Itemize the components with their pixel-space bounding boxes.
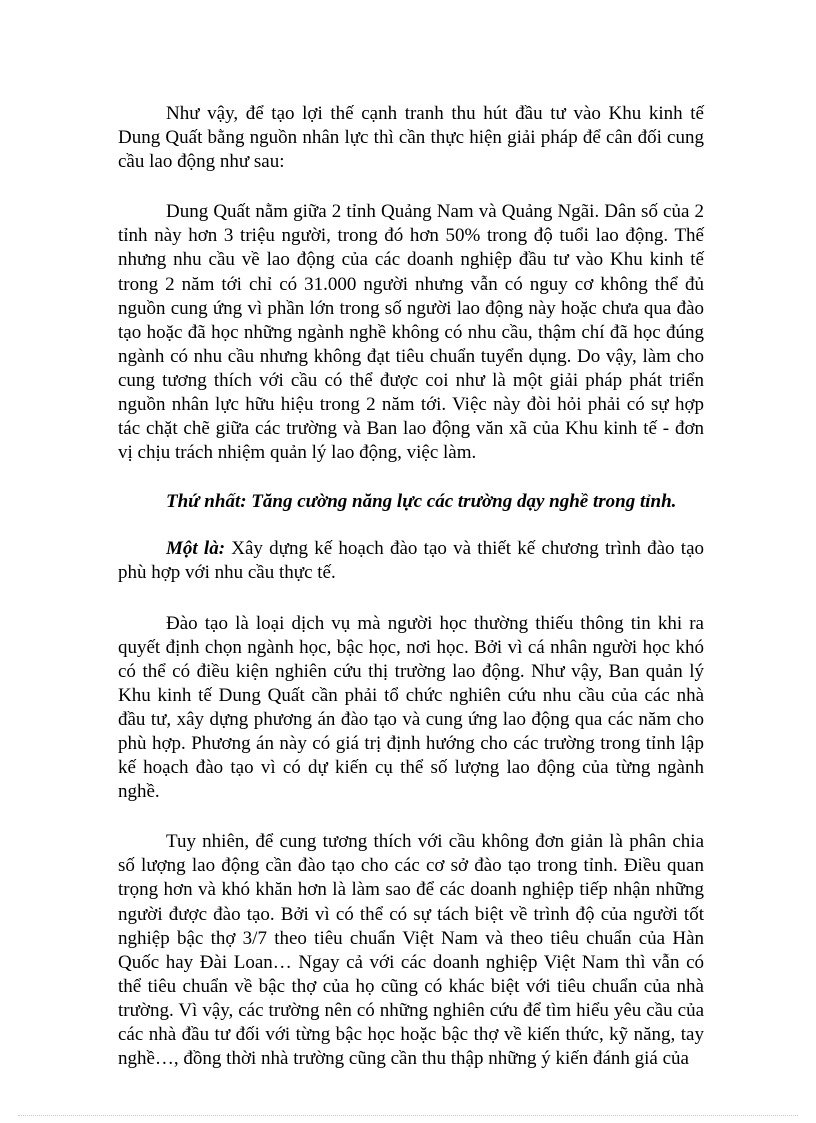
paragraph-mot-la-text: Xây dựng kế hoạch đào tạo và thiết kế chương trình đào tạo phù hợp với nhu cầu thực tế. bbox=[118, 538, 705, 584]
paragraph-dung-quat: Dung Quất nằm giữa 2 tỉnh Quảng Nam và Quảng Ngãi. Dân số của 2 tỉnh này hơn 3 triệu người, trong đó hơn 50% trong độ tuổi lao động. Thế nhưng nhu cầu về lao động của các doanh nghiệp đầu tư vào Khu kinh tế trong 2 năm tới chỉ có 31.000 người nhưng vẫn có nguy cơ không thể đủ nguồn cung ứng vì phần lớn trong số người lao động này hoặc chưa qua đào tạo hoặc đã học những ngành nghề không có nhu cầu, thậm chí đã học đúng ngành có nhu cầu nhưng không đạt tiêu chuẩn tuyển dụng. Do vậy, làm cho cung tương thích với cầu có thể được coi như là một giải pháp phát triển nguồn nhân lực hữu hiệu trong 2 năm tới. Việc này đòi hỏi phải có sự hợp tác chặt chẽ giữa các trường và Ban lao động văn xã của Khu kinh tế - đơn vị chịu trách nhiệm quản lý lao động, việc làm. bbox=[118, 201, 704, 464]
paragraph-mot-la bbox=[118, 537, 704, 585]
document-page bbox=[118, 102, 704, 1071]
section-heading: Thứ nhất: Tăng cường năng lực các trường dạy nghề trong tỉnh. bbox=[166, 491, 677, 513]
paragraph-intro: Như vậy, để tạo lợi thế cạnh tranh thu hút đầu tư vào Khu kinh tế Dung Quất bằng nguồn nhân lực thì cần thực hiện giải pháp để cân đối cung cầu lao động như sau: bbox=[118, 103, 704, 173]
paragraph-dao-tao: Đào tạo là loại dịch vụ mà người học thường thiếu thông tin khi ra quyết định chọn ngành học, bậc học, nơi học. Bởi vì cá nhân người học khó có thể có điều kiện nghiên cứu thị trường lao động. Như vậy, Ban quản lý Khu kinh tế Dung Quất cần phải tổ chức nghiên cứu nhu cầu của các nhà đầu tư, xây dựng phương án đào tạo và cung ứng lao động qua các năm cho phù hợp. Phương án này có giá trị định hướng cho các trường trong tỉnh lập kế hoạch đào tạo vì có dự kiến cụ thể số lượng lao động của từng ngành nghề. bbox=[118, 612, 704, 803]
paragraph-lead: Một là: bbox=[166, 538, 226, 560]
page-bottom-border bbox=[18, 1115, 798, 1116]
paragraph-tuy-nhien: Tuy nhiên, để cung tương thích với cầu không đơn giản là phân chia số lượng lao động cần đào tạo cho các cơ sở đào tạo trong tỉnh. Điều quan trọng hơn và khó khăn hơn là làm sao để các doanh nghiệp tiếp nhận những người được đào tạo. Bởi vì có thể có sự tách biệt về trình độ của người tốt nghiệp bậc thợ 3/7 theo tiêu chuẩn Việt Nam và theo tiêu chuẩn của Hàn Quốc hay Đài Loan… Ngay cả với các doanh nghiệp Việt Nam thì vẫn có thể tiêu chuẩn về bậc thợ của họ cũng có khác biệt với tiêu chuẩn của nhà trường. Vì vậy, các trường nên có những nghiên cứu để tìm hiểu yêu cầu của các nhà đầu tư đối với từng bậc học hoặc bậc thợ về kiến thức, kỹ năng, tay nghề…, đồng thời nhà trường cũng cần thu thập những ý kiến đánh giá của bbox=[118, 831, 704, 1070]
